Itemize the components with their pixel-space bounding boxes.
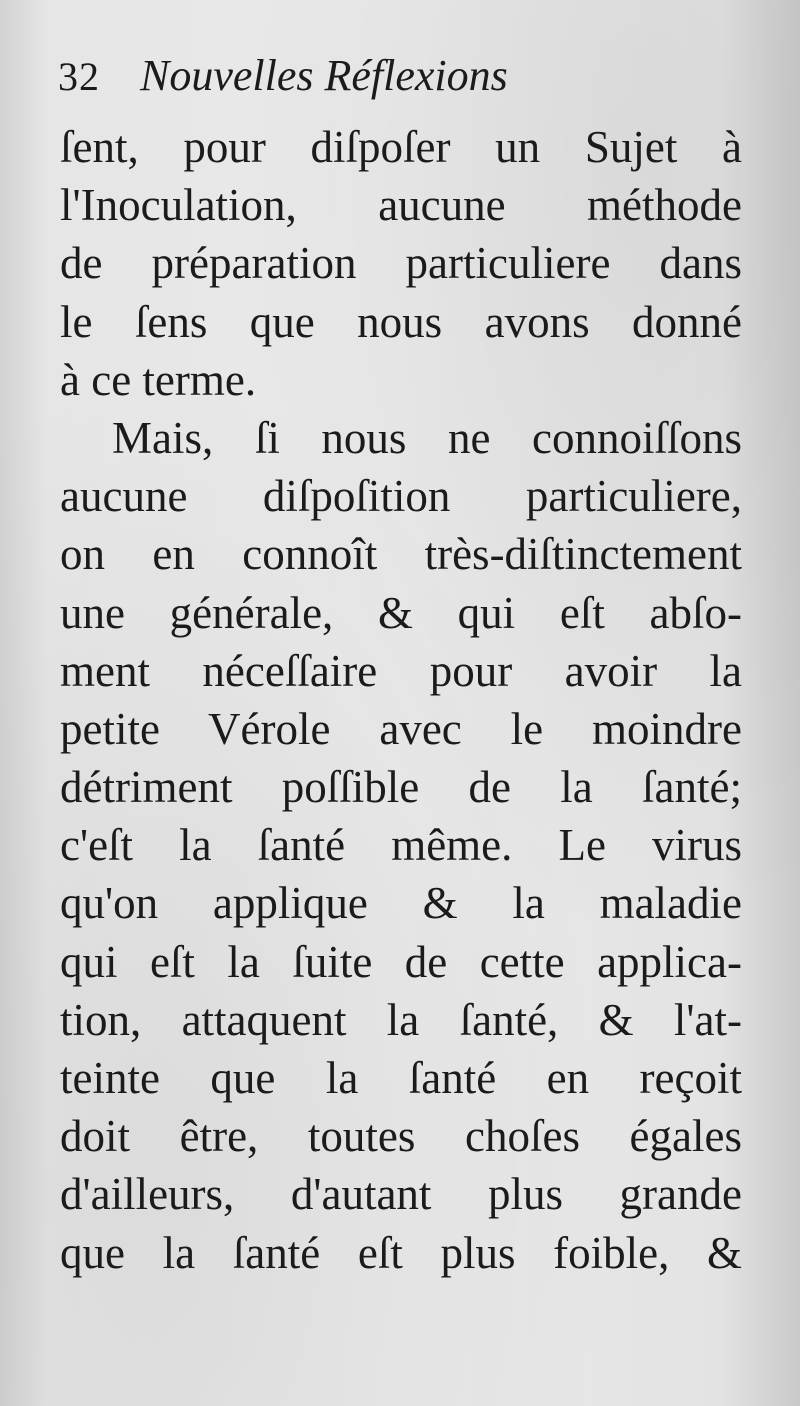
page-number: 32 bbox=[58, 54, 100, 99]
text-line: une générale, & qui eſt abſo- bbox=[60, 587, 742, 638]
text-line: ment néceſſaire pour avoir la bbox=[60, 645, 742, 696]
text-line: qui eſt la ſuite de cette applica- bbox=[60, 936, 742, 987]
text-line: l'Inoculation, aucune méthode bbox=[60, 180, 742, 231]
body-text bbox=[60, 118, 742, 1282]
text-line: c'eſt la ſanté même. Le virus bbox=[60, 820, 742, 871]
page-header bbox=[58, 50, 508, 110]
text-line: le ſens que nous avons donné bbox=[60, 296, 742, 347]
text-line: teinte que la ſanté en reçoit bbox=[60, 1053, 742, 1103]
text-line: tion, attaquent la ſanté, & l'at- bbox=[60, 994, 742, 1045]
text-line: de préparation particuliere dans bbox=[60, 238, 742, 289]
text-line: on en connoît très-diſtinctement bbox=[60, 529, 742, 580]
text-line: qu'on applique & la maladie bbox=[60, 878, 742, 929]
text-line: ſent, pour diſpoſer un Sujet à bbox=[60, 122, 742, 172]
text-line: d'ailleurs, d'autant plus grande bbox=[60, 1169, 742, 1220]
text-line: doit être, toutes choſes égales bbox=[60, 1111, 742, 1162]
text-line: que la ſanté eſt plus foible, & bbox=[60, 1227, 742, 1278]
text-line: petite Vérole avec le moindre bbox=[60, 703, 742, 754]
text-line: à ce terme. bbox=[60, 354, 257, 405]
running-title: Nouvelles Réflexions bbox=[140, 51, 508, 100]
text-line: aucune diſpoſition particuliere, bbox=[60, 471, 742, 522]
text-line: détriment poſſible de la ſanté; bbox=[60, 762, 742, 813]
text-line: Mais, ſi nous ne connoiſſons bbox=[112, 412, 742, 463]
